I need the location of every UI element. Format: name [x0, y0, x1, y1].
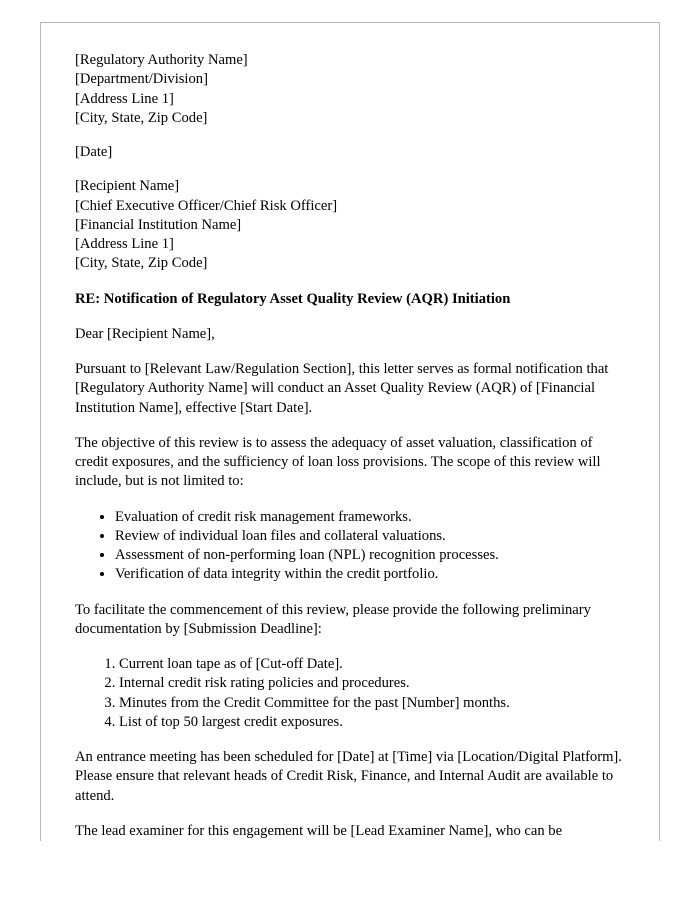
- spacer: [75, 344, 625, 360]
- letter-sheet: [40, 22, 660, 841]
- letter-body: [75, 51, 625, 841]
- spacer: [75, 128, 625, 143]
- scope-list: [75, 508, 625, 585]
- paragraph-notification: Pursuant to [Relevant Law/Regulation Section], this letter serves as formal notification that [Regulatory Authority Name] will conduct an Asset Quality Review (AQR) of [Financial Institution Name], effective [Start Date].: [75, 361, 609, 416]
- spacer: [75, 492, 625, 508]
- sender-address-line: [Regulatory Authority Name]: [75, 52, 248, 68]
- list-item: • Verification of data integrity within the credit portfolio.: [115, 565, 625, 584]
- paragraph-documentation-request: To facilitate the commencement of this review, please provide the following preliminary documentation by [Submission Deadline]:: [75, 601, 591, 637]
- recipient-address-line: [City, State, Zip Code]: [75, 255, 208, 272]
- recipient-address-line: [Recipient Name]: [75, 178, 180, 195]
- list-item: 3. Minutes from the Credit Committee for the past [Number] months.: [119, 694, 625, 713]
- spacer: [75, 274, 625, 290]
- sender-address-line: [Department/Division]: [75, 71, 208, 88]
- salutation: Dear [Recipient Name],: [75, 325, 215, 342]
- sender-address-line: [City, State, Zip Code]: [75, 109, 208, 126]
- documentation-list: [75, 655, 625, 732]
- date-line: [Date]: [75, 144, 113, 160]
- spacer: [75, 585, 625, 601]
- spacer: [75, 418, 625, 434]
- spacer: [75, 162, 625, 177]
- list-item: 4. List of top 50 largest credit exposures.: [119, 713, 625, 732]
- sender-address-block: [75, 51, 625, 128]
- spacer: [75, 806, 625, 822]
- list-item: • Evaluation of credit risk management frameworks.: [115, 508, 625, 527]
- spacer: [75, 309, 625, 325]
- list-item: 2. Internal credit risk rating policies and procedures.: [119, 674, 625, 693]
- recipient-address-line: [Financial Institution Name]: [75, 216, 242, 233]
- sender-address-line: [Address Line 1]: [75, 90, 174, 107]
- spacer: [75, 732, 625, 748]
- paragraph-entrance-meeting: An entrance meeting has been scheduled for [Date] at [Time] via [Location/Digital Platform]. Please ensure that relevant heads of Credit Risk, Finance, and Internal Audit are available to attend.: [75, 749, 622, 804]
- recipient-address-line: [Address Line 1]: [75, 236, 174, 252]
- subject-line: RE: Notification of Regulatory Asset Quality Review (AQR) Initiation: [75, 290, 511, 307]
- list-item: 1. Current loan tape as of [Cut-off Date].: [119, 655, 625, 674]
- recipient-address-line: [Chief Executive Officer/Chief Risk Officer]: [75, 197, 338, 214]
- list-item: • Review of individual loan files and collateral valuations.: [115, 527, 625, 546]
- recipient-address-block: [75, 177, 625, 273]
- paragraph-lead-examiner: The lead examiner for this engagement will be [Lead Examiner Name], who can be: [75, 822, 563, 839]
- list-item: • Assessment of non-performing loan (NPL) recognition processes.: [115, 546, 625, 565]
- spacer: [75, 639, 625, 655]
- paragraph-objective: The objective of this review is to assess the adequacy of asset valuation, classification of credit exposures, and the sufficiency of loan loss provisions. The scope of this review will include, but is not limited to:: [75, 434, 601, 490]
